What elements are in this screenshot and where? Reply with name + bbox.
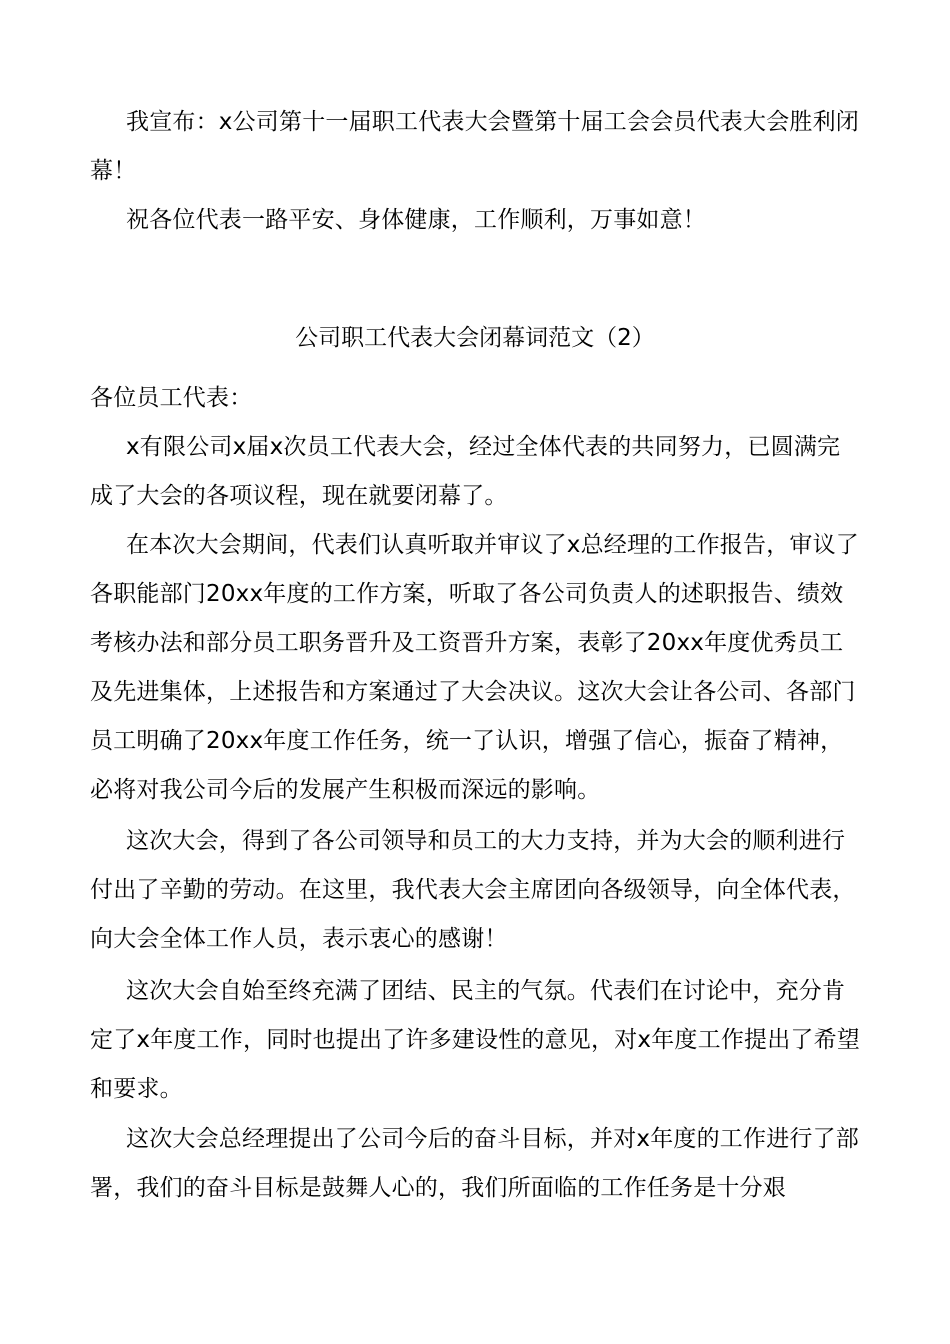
salutation: 各位员工代表： [90,385,253,411]
body-paragraph-2: 在本次大会期间，代表们认真听取并审议了x总经理的工作报告，审议了各职能部门20xx年度的工作方案，听取了各公司负责人的述职报告、绩效考核办法和部分员工职务晋升及工资晋升方案，表彰了20xx年度优秀员工及先进集体，上述报告和方案通过了大会决议。这次大会让各公司、各部门员工明确了20xx年度工作任务，统一了认识，增强了信心，振奋了精神，必将对我公司今后的发展产生积极而深远的影响。 [90,532,860,803]
body-paragraph-1: x有限公司x届x次员工代表大会，经过全体代表的共同努力，已圆满完成了大会的各项议程，现在就要闭幕了。 [90,434,841,509]
body-paragraph-4: 这次大会自始至终充满了团结、民主的气氛。代表们在讨论中，充分肯定了x年度工作，同时也提出了许多建设性的意见，对x年度工作提出了希望和要求。 [90,978,861,1102]
section-heading: 公司职工代表大会闭幕词范文（2） [295,325,655,351]
body-paragraph-3: 这次大会，得到了各公司领导和员工的大力支持，并为大会的顺利进行付出了辛勤的劳动。在这里，我代表大会主席团向各级领导，向全体代表，向大会全体工作人员，表示衷心的感谢！ [90,828,856,952]
body-paragraph-5: 这次大会总经理提出了公司今后的奋斗目标，并对x年度的工作进行了部署，我们的奋斗目标是鼓舞人心的，我们所面临的工作任务是十分艰 [90,1126,860,1201]
closing-declaration: 我宣布：x公司第十一届职工代表大会暨第十届工会会员代表大会胜利闭幕！ [90,109,860,184]
closing-wishes: 祝各位代表一路平安、身体健康，工作顺利，万事如意！ [126,207,706,233]
